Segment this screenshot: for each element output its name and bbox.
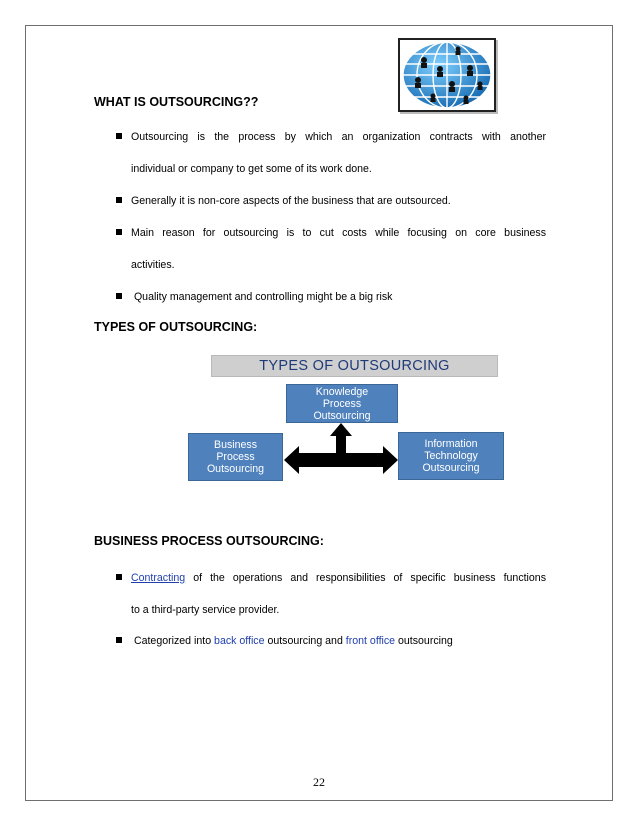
page-number: 22 <box>313 775 325 789</box>
bullet-icon <box>116 229 122 235</box>
box-information-technology-outsourcing: Information Technology Outsourcing <box>398 432 504 480</box>
heading-types-of-outsourcing: TYPES OF OUTSOURCING: <box>94 320 258 334</box>
globe-icon <box>400 40 494 110</box>
contracting-link[interactable]: Contracting <box>131 572 186 584</box>
bullet-icon <box>116 637 122 643</box>
bullet-icon <box>116 293 122 299</box>
heading-business-process-outsourcing: BUSINESS PROCESS OUTSOURCING: <box>94 534 324 548</box>
bullet-icon <box>116 133 122 139</box>
box-business-process-outsourcing: Business Process Outsourcing <box>188 433 283 481</box>
front-office-link[interactable]: front office <box>345 635 396 647</box>
bullet-icon <box>116 197 122 203</box>
heading-what-is-outsourcing: WHAT IS OUTSOURCING?? <box>94 95 259 109</box>
bullet-icon <box>116 574 122 580</box>
diagram-title: TYPES OF OUTSOURCING <box>211 355 498 377</box>
three-way-arrow-icon <box>283 423 399 477</box>
back-office-link[interactable]: back office <box>214 635 265 647</box>
globe-people-image <box>398 38 496 112</box>
box-knowledge-process-outsourcing: Knowledge Process Outsourcing <box>286 384 398 423</box>
